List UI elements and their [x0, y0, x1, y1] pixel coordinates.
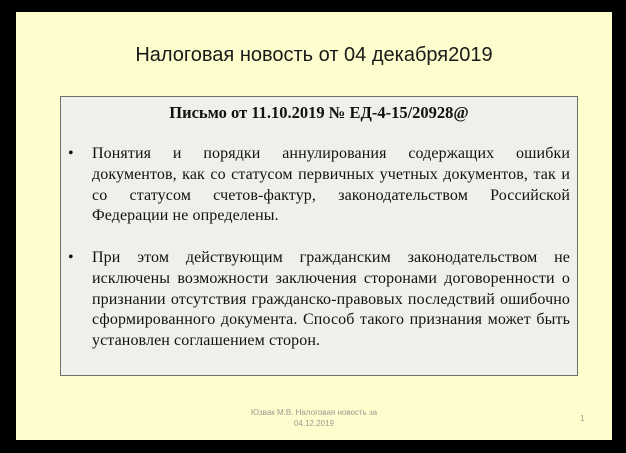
letter-heading: Письмо от 11.10.2019 № ЕД-4-15/20928@ [169, 103, 469, 122]
slide-title: Налоговая новость от 04 декабря2019 [135, 44, 493, 66]
page-number: 1 [580, 414, 585, 423]
bullet-marker: • [68, 145, 74, 162]
slide-footer [214, 407, 414, 429]
bullet-text: При этом действующим гражданским законодательством не исключены возможности заключения сторонами договоренности о признании отсутствия гражданско-правовых последствий ошибочно сформированного документа. Способ такого признания может быть установлен соглашением сторон. [92, 249, 570, 350]
slide [16, 12, 612, 440]
bullet-text: Понятия и порядки аннулирования содержащих ошибки документов, как со статусом первичных учетных документов, так и со статусом счетов-фактур, законодательством Российской Федерации не определены. [92, 145, 570, 225]
letter-box [60, 96, 578, 376]
footer-line-1: Юзвак М.В. Налоговая новость за [250, 408, 378, 417]
bullet-marker: • [68, 249, 74, 266]
footer-line-2: 04.12.2019 [293, 419, 335, 428]
